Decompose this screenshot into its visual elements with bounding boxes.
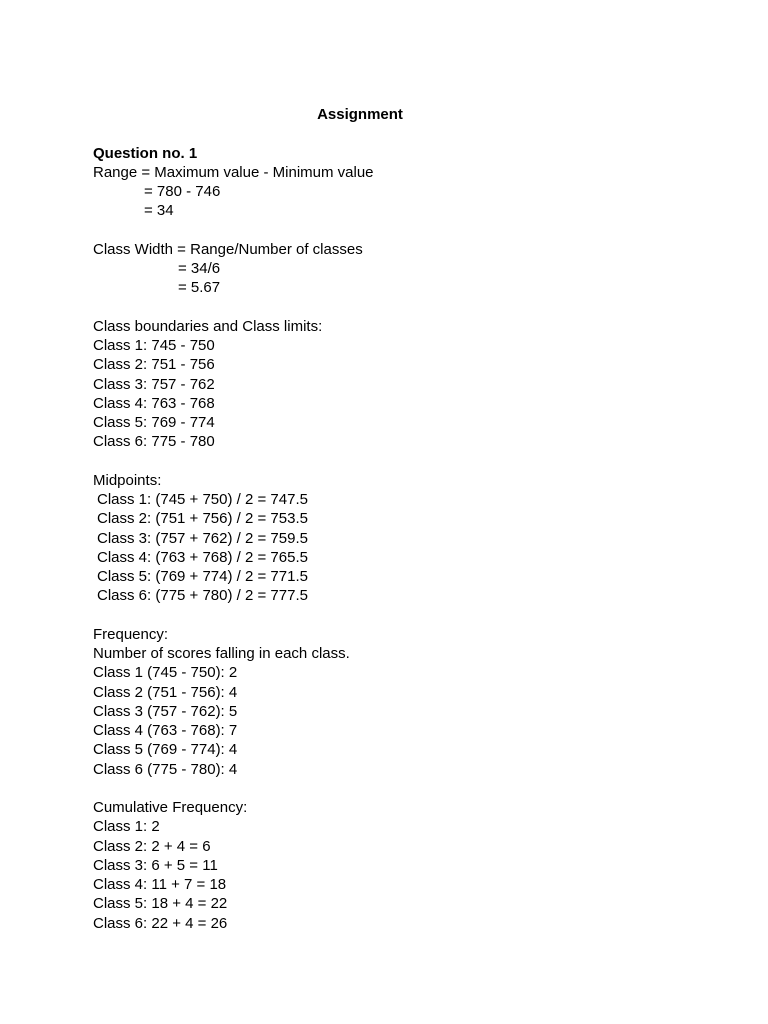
midpoint-item: Class 2: (751 + 756) / 2 = 753.5: [97, 510, 308, 527]
frequency-item: Class 4 (763 - 768): 7: [93, 722, 238, 739]
midpoint-item: Class 4: (763 + 768) / 2 = 765.5: [97, 549, 308, 566]
frequency-item: Class 6 (775 - 780): 4: [93, 761, 238, 778]
page-title: Assignment: [317, 106, 403, 123]
midpoint-item: Class 5: (769 + 774) / 2 = 771.5: [97, 568, 308, 585]
frequency-description: Number of scores falling in each class.: [93, 645, 350, 662]
cumulative-item: Class 6: 22 + 4 = 26: [93, 915, 228, 932]
midpoints-heading: Midpoints:: [93, 472, 162, 489]
class-width-step: = 34/6: [178, 260, 221, 277]
cumulative-item: Class 1: 2: [93, 818, 160, 835]
boundary-item: Class 5: 769 - 774: [93, 414, 215, 431]
cumulative-item: Class 5: 18 + 4 = 22: [93, 895, 228, 912]
midpoint-item: Class 1: (745 + 750) / 2 = 747.5: [97, 491, 308, 508]
range-formula: Range = Maximum value - Minimum value: [93, 164, 374, 181]
boundary-item: Class 3: 757 - 762: [93, 376, 215, 393]
midpoint-item: Class 6: (775 + 780) / 2 = 777.5: [97, 587, 308, 604]
boundary-item: Class 1: 745 - 750: [93, 337, 215, 354]
cumulative-item: Class 4: 11 + 7 = 18: [93, 876, 227, 893]
class-width-formula: Class Width = Range/Number of classes: [93, 241, 363, 258]
cumulative-heading: Cumulative Frequency:: [93, 799, 248, 816]
cumulative-item: Class 3: 6 + 5 = 11: [93, 857, 218, 874]
midpoint-item: Class 3: (757 + 762) / 2 = 759.5: [97, 530, 308, 547]
frequency-item: Class 5 (769 - 774): 4: [93, 741, 238, 758]
boundaries-heading: Class boundaries and Class limits:: [93, 318, 323, 335]
boundary-item: Class 2: 751 - 756: [93, 356, 215, 373]
frequency-heading: Frequency:: [93, 626, 169, 643]
boundary-item: Class 6: 775 - 780: [93, 433, 215, 450]
frequency-item: Class 1 (745 - 750): 2: [93, 664, 238, 681]
class-width-result: = 5.67: [178, 279, 221, 296]
range-result: = 34: [144, 202, 174, 219]
cumulative-item: Class 2: 2 + 4 = 6: [93, 838, 211, 855]
boundary-item: Class 4: 763 - 768: [93, 395, 215, 412]
frequency-item: Class 3 (757 - 762): 5: [93, 703, 238, 720]
range-step: = 780 - 746: [144, 183, 221, 200]
question-heading: Question no. 1: [93, 145, 198, 162]
frequency-item: Class 2 (751 - 756): 4: [93, 684, 238, 701]
